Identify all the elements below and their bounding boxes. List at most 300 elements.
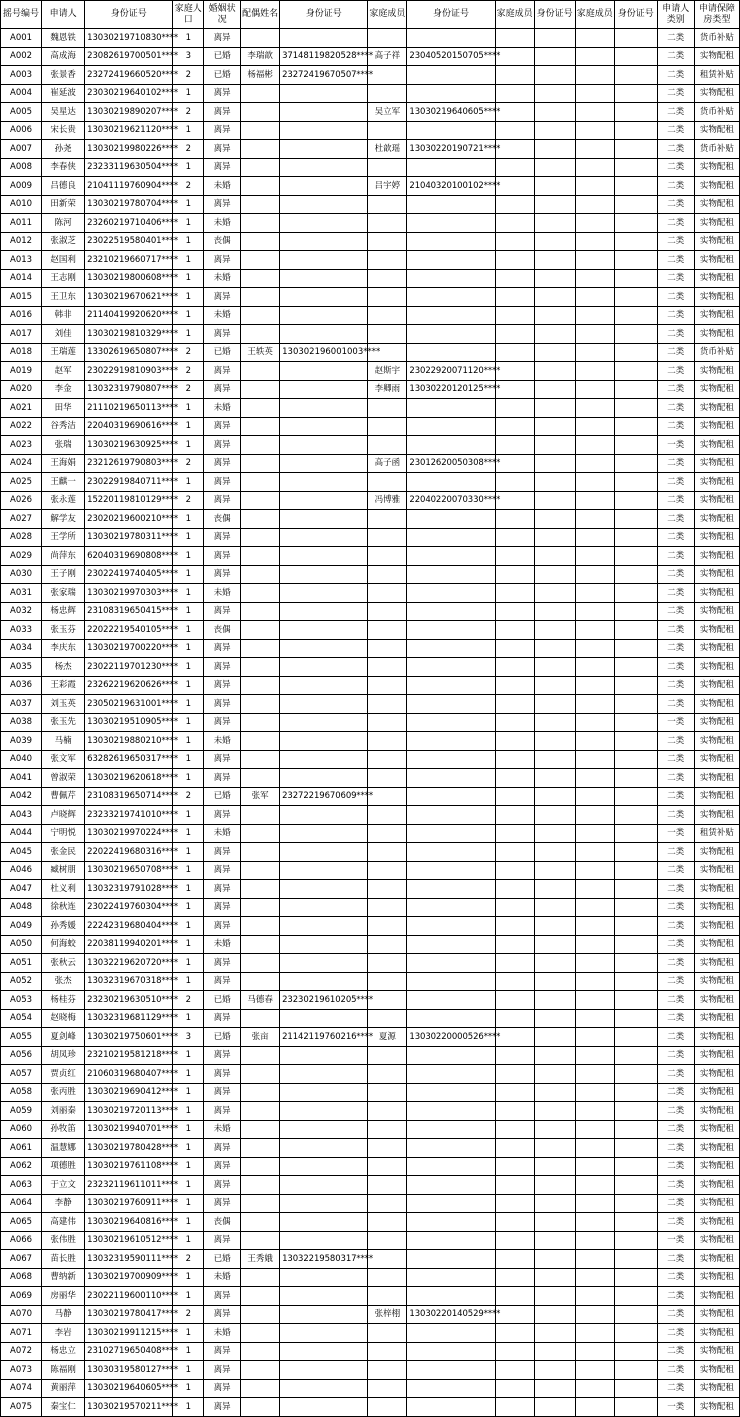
cell-member2 xyxy=(495,935,534,954)
cell-member2-id xyxy=(534,177,575,196)
cell-member2-id xyxy=(534,547,575,566)
cell-spouse-id xyxy=(280,1065,368,1084)
header-row xyxy=(1,1,740,29)
cell-member2 xyxy=(495,1213,534,1232)
cell-applicant: 张伟胜 xyxy=(42,1231,85,1250)
cell-id: 21060319680407**** xyxy=(85,1065,173,1084)
cell-member1-id xyxy=(407,917,495,936)
cell-spouse-id xyxy=(280,177,368,196)
cell-member2 xyxy=(495,806,534,825)
cell-housing-type: 实物配租 xyxy=(694,639,739,658)
cell-member2-id xyxy=(534,806,575,825)
cell-spouse xyxy=(241,510,280,529)
cell-spouse xyxy=(241,103,280,122)
cell-no: A061 xyxy=(1,1139,42,1158)
cell-spouse-id xyxy=(280,1213,368,1232)
cell-member2 xyxy=(495,954,534,973)
cell-member3-id xyxy=(614,750,657,769)
cell-id: 23210219660717**** xyxy=(85,251,173,270)
cell-member3-id xyxy=(614,121,657,140)
cell-member2-id xyxy=(534,843,575,862)
cell-family-size: 1 xyxy=(173,695,204,714)
cell-spouse-id xyxy=(280,806,368,825)
table-row xyxy=(1,103,740,122)
cell-member2-id xyxy=(534,1139,575,1158)
cell-category: 二类 xyxy=(657,288,694,307)
cell-spouse-id xyxy=(280,288,368,307)
cell-member2-id xyxy=(534,769,575,788)
cell-spouse xyxy=(241,547,280,566)
cell-housing-type: 实物配租 xyxy=(694,473,739,492)
cell-no: A069 xyxy=(1,1287,42,1306)
cell-spouse-id xyxy=(280,972,368,991)
cell-member3-id xyxy=(614,103,657,122)
cell-member2 xyxy=(495,621,534,640)
cell-member3 xyxy=(575,343,614,362)
cell-member2-id xyxy=(534,1176,575,1195)
cell-category: 二类 xyxy=(657,306,694,325)
cell-marital: 丧偶 xyxy=(204,1213,241,1232)
cell-member2-id xyxy=(534,1194,575,1213)
cell-category: 二类 xyxy=(657,140,694,159)
cell-housing-type: 实物配租 xyxy=(694,954,739,973)
table-row xyxy=(1,214,740,233)
cell-member2-id xyxy=(534,103,575,122)
cell-member2-id xyxy=(534,658,575,677)
cell-marital: 离异 xyxy=(204,454,241,473)
cell-member3-id xyxy=(614,639,657,658)
cell-member1-id xyxy=(407,1398,495,1417)
cell-housing-type: 实物配租 xyxy=(694,491,739,510)
cell-family-size: 1 xyxy=(173,565,204,584)
cell-marital: 离异 xyxy=(204,1287,241,1306)
cell-member1-id xyxy=(407,1009,495,1028)
cell-member3 xyxy=(575,954,614,973)
cell-member1-id: 13030220140529**** xyxy=(407,1305,495,1324)
cell-no: A043 xyxy=(1,806,42,825)
cell-member2-id xyxy=(534,325,575,344)
cell-applicant: 杜义利 xyxy=(42,880,85,899)
cell-id: 13030219650708**** xyxy=(85,861,173,880)
cell-member1 xyxy=(368,1102,407,1121)
cell-member1 xyxy=(368,269,407,288)
cell-housing-type: 实物配租 xyxy=(694,1194,739,1213)
cell-family-size: 1 xyxy=(173,972,204,991)
cell-spouse xyxy=(241,177,280,196)
cell-member1-id: 23022920071120**** xyxy=(407,362,495,381)
cell-no: A056 xyxy=(1,1046,42,1065)
cell-family-size: 2 xyxy=(173,177,204,196)
cell-id: 13030219780704**** xyxy=(85,195,173,214)
cell-housing-type: 实物配租 xyxy=(694,121,739,140)
cell-spouse xyxy=(241,195,280,214)
cell-marital: 离异 xyxy=(204,676,241,695)
cell-member2-id xyxy=(534,399,575,418)
cell-no: A071 xyxy=(1,1324,42,1343)
cell-spouse xyxy=(241,84,280,103)
cell-member2 xyxy=(495,602,534,621)
cell-applicant: 苗长胜 xyxy=(42,1250,85,1269)
cell-category: 二类 xyxy=(657,787,694,806)
cell-member1-id xyxy=(407,1250,495,1269)
cell-member1 xyxy=(368,880,407,899)
cell-marital: 未婚 xyxy=(204,732,241,751)
cell-spouse-id: 37148119820528**** xyxy=(280,47,368,66)
cell-member1 xyxy=(368,787,407,806)
cell-member3 xyxy=(575,158,614,177)
table-row xyxy=(1,843,740,862)
cell-spouse xyxy=(241,898,280,917)
cell-marital: 丧偶 xyxy=(204,510,241,529)
cell-no: A036 xyxy=(1,676,42,695)
cell-spouse-id xyxy=(280,1194,368,1213)
cell-member2-id xyxy=(534,1028,575,1047)
cell-housing-type: 实物配租 xyxy=(694,565,739,584)
cell-applicant: 魏恩铁 xyxy=(42,29,85,48)
cell-member2 xyxy=(495,121,534,140)
cell-category: 二类 xyxy=(657,917,694,936)
cell-spouse xyxy=(241,621,280,640)
cell-marital: 离异 xyxy=(204,528,241,547)
cell-spouse xyxy=(241,1305,280,1324)
cell-member1-id xyxy=(407,473,495,492)
cell-housing-type: 实物配租 xyxy=(694,732,739,751)
cell-member1 xyxy=(368,528,407,547)
header-member3-id: 身份证号 xyxy=(614,1,657,29)
cell-member1 xyxy=(368,584,407,603)
cell-marital: 离异 xyxy=(204,1065,241,1084)
cell-family-size: 1 xyxy=(173,954,204,973)
cell-member1 xyxy=(368,195,407,214)
header-spouse: 配偶姓名 xyxy=(241,1,280,29)
cell-category: 二类 xyxy=(657,584,694,603)
cell-member2 xyxy=(495,695,534,714)
cell-category: 二类 xyxy=(657,695,694,714)
cell-marital: 离异 xyxy=(204,491,241,510)
cell-no: A044 xyxy=(1,824,42,843)
cell-member3-id xyxy=(614,935,657,954)
cell-category: 二类 xyxy=(657,1194,694,1213)
table-row xyxy=(1,454,740,473)
cell-member3-id xyxy=(614,1213,657,1232)
cell-housing-type: 实物配租 xyxy=(694,47,739,66)
cell-member2-id xyxy=(534,917,575,936)
cell-spouse-id xyxy=(280,935,368,954)
cell-marital: 离异 xyxy=(204,880,241,899)
cell-spouse xyxy=(241,1083,280,1102)
cell-spouse-id xyxy=(280,602,368,621)
cell-member1-id xyxy=(407,1268,495,1287)
cell-member2 xyxy=(495,1065,534,1084)
cell-member2 xyxy=(495,1083,534,1102)
cell-applicant: 赵晓梅 xyxy=(42,1009,85,1028)
cell-member3-id xyxy=(614,214,657,233)
cell-no: A007 xyxy=(1,140,42,159)
cell-member3-id xyxy=(614,362,657,381)
cell-category: 二类 xyxy=(657,621,694,640)
cell-category: 一类 xyxy=(657,1231,694,1250)
cell-member1 xyxy=(368,214,407,233)
cell-housing-type: 实物配租 xyxy=(694,362,739,381)
cell-category: 二类 xyxy=(657,639,694,658)
cell-member1 xyxy=(368,547,407,566)
cell-member2 xyxy=(495,454,534,473)
cell-member2-id xyxy=(534,972,575,991)
cell-spouse-id xyxy=(280,1009,368,1028)
cell-member1-id: 23040520150705**** xyxy=(407,47,495,66)
table-row xyxy=(1,121,740,140)
cell-category: 二类 xyxy=(657,658,694,677)
cell-member2-id xyxy=(534,954,575,973)
cell-marital: 离异 xyxy=(204,843,241,862)
cell-member1 xyxy=(368,824,407,843)
cell-member1-id xyxy=(407,1379,495,1398)
cell-member3 xyxy=(575,917,614,936)
header-applicant: 申请人 xyxy=(42,1,85,29)
cell-member2 xyxy=(495,140,534,159)
cell-member3-id xyxy=(614,584,657,603)
cell-housing-type: 实物配租 xyxy=(694,380,739,399)
cell-applicant: 韩非 xyxy=(42,306,85,325)
cell-marital: 离异 xyxy=(204,1342,241,1361)
cell-id: 23108319650714**** xyxy=(85,787,173,806)
cell-id: 23233219741010**** xyxy=(85,806,173,825)
table-row xyxy=(1,362,740,381)
cell-marital: 丧偶 xyxy=(204,621,241,640)
cell-member3 xyxy=(575,1102,614,1121)
cell-id: 13030219610512**** xyxy=(85,1231,173,1250)
cell-member3 xyxy=(575,880,614,899)
cell-spouse xyxy=(241,29,280,48)
cell-member1 xyxy=(368,750,407,769)
cell-family-size: 2 xyxy=(173,491,204,510)
cell-marital: 离异 xyxy=(204,602,241,621)
cell-housing-type: 实物配租 xyxy=(694,621,739,640)
cell-applicant: 贾贞红 xyxy=(42,1065,85,1084)
cell-id: 13030219940701**** xyxy=(85,1120,173,1139)
cell-spouse-id xyxy=(280,861,368,880)
cell-member1 xyxy=(368,1139,407,1158)
cell-no: A004 xyxy=(1,84,42,103)
cell-spouse-id: 23230219610205**** xyxy=(280,991,368,1010)
cell-member3 xyxy=(575,1268,614,1287)
cell-id: 22022419680316**** xyxy=(85,843,173,862)
table-row xyxy=(1,658,740,677)
cell-marital: 离异 xyxy=(204,140,241,159)
cell-spouse xyxy=(241,1213,280,1232)
cell-member3 xyxy=(575,1065,614,1084)
cell-member2 xyxy=(495,843,534,862)
table-row xyxy=(1,1139,740,1158)
cell-housing-type: 实物配租 xyxy=(694,806,739,825)
cell-housing-type: 实物配租 xyxy=(694,1324,739,1343)
cell-housing-type: 实物配租 xyxy=(694,584,739,603)
cell-spouse-id xyxy=(280,565,368,584)
cell-member1-id xyxy=(407,510,495,529)
header-member1: 家庭成员 xyxy=(368,1,407,29)
cell-applicant: 王麒一 xyxy=(42,473,85,492)
cell-member2 xyxy=(495,66,534,85)
cell-member2 xyxy=(495,1268,534,1287)
cell-spouse xyxy=(241,1046,280,1065)
cell-category: 二类 xyxy=(657,232,694,251)
cell-category: 二类 xyxy=(657,195,694,214)
table-row xyxy=(1,528,740,547)
cell-no: A039 xyxy=(1,732,42,751)
cell-no: A051 xyxy=(1,954,42,973)
cell-applicant: 赵军 xyxy=(42,362,85,381)
cell-member2 xyxy=(495,399,534,418)
cell-category: 一类 xyxy=(657,824,694,843)
cell-applicant: 张永莲 xyxy=(42,491,85,510)
cell-category: 一类 xyxy=(657,1398,694,1417)
cell-housing-type: 实物配租 xyxy=(694,898,739,917)
cell-applicant: 谷秀洁 xyxy=(42,417,85,436)
cell-member1-id xyxy=(407,29,495,48)
cell-family-size: 1 xyxy=(173,1139,204,1158)
cell-member2 xyxy=(495,1398,534,1417)
cell-category: 二类 xyxy=(657,380,694,399)
cell-member2 xyxy=(495,1120,534,1139)
cell-id: 13030219510905**** xyxy=(85,713,173,732)
cell-marital: 离异 xyxy=(204,1361,241,1380)
cell-id: 13030219750601**** xyxy=(85,1028,173,1047)
cell-spouse-id xyxy=(280,639,368,658)
cell-category: 一类 xyxy=(657,436,694,455)
cell-id: 13030219710830**** xyxy=(85,29,173,48)
cell-member2-id xyxy=(534,343,575,362)
cell-no: A072 xyxy=(1,1342,42,1361)
cell-category: 二类 xyxy=(657,251,694,270)
cell-member3 xyxy=(575,843,614,862)
cell-id: 13030219700909**** xyxy=(85,1268,173,1287)
cell-applicant: 田新荣 xyxy=(42,195,85,214)
cell-member1: 杜歆瑶 xyxy=(368,140,407,159)
cell-no: A041 xyxy=(1,769,42,788)
cell-member1-id xyxy=(407,732,495,751)
cell-id: 13030219621120**** xyxy=(85,121,173,140)
cell-family-size: 1 xyxy=(173,584,204,603)
cell-no: A054 xyxy=(1,1009,42,1028)
cell-no: A035 xyxy=(1,658,42,677)
table-row xyxy=(1,1028,740,1047)
cell-spouse-id xyxy=(280,528,368,547)
cell-member2-id xyxy=(534,1379,575,1398)
cell-id: 13030219980226**** xyxy=(85,140,173,159)
cell-member1-id xyxy=(407,1342,495,1361)
cell-spouse-id xyxy=(280,510,368,529)
cell-housing-type: 实物配租 xyxy=(694,713,739,732)
cell-category: 二类 xyxy=(657,1324,694,1343)
cell-no: A067 xyxy=(1,1250,42,1269)
cell-member2 xyxy=(495,325,534,344)
cell-applicant: 胡凤珍 xyxy=(42,1046,85,1065)
cell-member1-id: 13030220190721**** xyxy=(407,140,495,159)
cell-member3 xyxy=(575,861,614,880)
cell-spouse-id xyxy=(280,1139,368,1158)
cell-member3 xyxy=(575,602,614,621)
cell-no: A074 xyxy=(1,1379,42,1398)
cell-family-size: 1 xyxy=(173,1398,204,1417)
cell-member2 xyxy=(495,380,534,399)
cell-spouse xyxy=(241,1379,280,1398)
cell-member2-id xyxy=(534,1305,575,1324)
cell-no: A025 xyxy=(1,473,42,492)
cell-spouse-id xyxy=(280,1157,368,1176)
cell-member3 xyxy=(575,288,614,307)
cell-member1-id xyxy=(407,1157,495,1176)
cell-marital: 离异 xyxy=(204,1305,241,1324)
table-row xyxy=(1,565,740,584)
cell-family-size: 1 xyxy=(173,1342,204,1361)
cell-category: 二类 xyxy=(657,214,694,233)
table-row xyxy=(1,1268,740,1287)
cell-spouse xyxy=(241,362,280,381)
cell-category: 二类 xyxy=(657,29,694,48)
cell-marital: 已婚 xyxy=(204,787,241,806)
cell-member3-id xyxy=(614,325,657,344)
cell-marital: 离异 xyxy=(204,103,241,122)
cell-member1-id xyxy=(407,325,495,344)
cell-member1 xyxy=(368,29,407,48)
cell-spouse xyxy=(241,232,280,251)
cell-member1-id xyxy=(407,861,495,880)
cell-no: A027 xyxy=(1,510,42,529)
cell-spouse: 张军 xyxy=(241,787,280,806)
cell-member3-id xyxy=(614,417,657,436)
cell-member1 xyxy=(368,769,407,788)
cell-category: 二类 xyxy=(657,454,694,473)
cell-housing-type: 实物配租 xyxy=(694,288,739,307)
cell-no: A063 xyxy=(1,1176,42,1195)
cell-applicant: 李静 xyxy=(42,1194,85,1213)
cell-member3-id xyxy=(614,343,657,362)
cell-spouse-id xyxy=(280,713,368,732)
cell-housing-type: 实物配租 xyxy=(694,1379,739,1398)
cell-family-size: 1 xyxy=(173,621,204,640)
cell-member2 xyxy=(495,713,534,732)
table-row xyxy=(1,824,740,843)
cell-member2 xyxy=(495,658,534,677)
cell-housing-type: 实物配租 xyxy=(694,1120,739,1139)
cell-marital: 已婚 xyxy=(204,1250,241,1269)
cell-family-size: 2 xyxy=(173,362,204,381)
cell-member1 xyxy=(368,399,407,418)
cell-family-size: 1 xyxy=(173,806,204,825)
cell-member3 xyxy=(575,1120,614,1139)
cell-category: 二类 xyxy=(657,325,694,344)
cell-applicant: 崔延波 xyxy=(42,84,85,103)
cell-spouse-id xyxy=(280,306,368,325)
cell-member3-id xyxy=(614,1305,657,1324)
cell-marital: 已婚 xyxy=(204,343,241,362)
cell-spouse xyxy=(241,1268,280,1287)
cell-category: 二类 xyxy=(657,1046,694,1065)
cell-member1 xyxy=(368,639,407,658)
cell-applicant: 张玉先 xyxy=(42,713,85,732)
table-row xyxy=(1,1231,740,1250)
cell-no: A038 xyxy=(1,713,42,732)
cell-member1-id xyxy=(407,806,495,825)
cell-member1-id xyxy=(407,695,495,714)
cell-spouse: 王轶英 xyxy=(241,343,280,362)
cell-applicant: 曹佩芹 xyxy=(42,787,85,806)
cell-housing-type: 实物配租 xyxy=(694,547,739,566)
cell-spouse-id xyxy=(280,676,368,695)
cell-member1: 高子函 xyxy=(368,454,407,473)
cell-member1 xyxy=(368,1213,407,1232)
cell-spouse-id xyxy=(280,362,368,381)
